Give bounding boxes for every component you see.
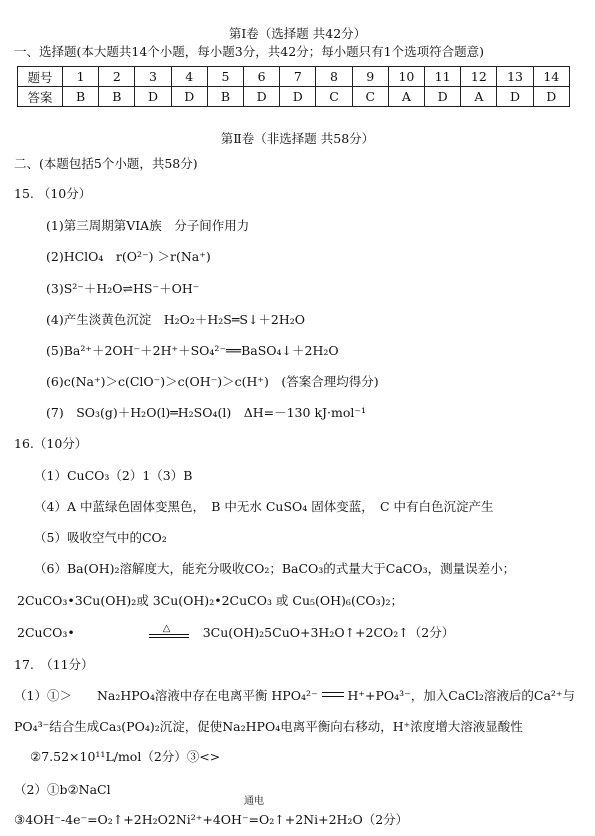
- heat-condition-icon: △: [149, 625, 189, 639]
- q17-line-1-part-a: （1）①＞ Na₂HPO₄溶液中存在电离平衡 HPO₄²⁻: [14, 688, 322, 703]
- q17-line-4: （2）①b②NaCl: [14, 782, 111, 797]
- table-cell: 7: [280, 67, 316, 87]
- q17-line-5: ③4OH⁻-4e⁻=O₂↑+2H₂O2Ni²⁺+4OH⁻=O₂↑+2Ni+2H₂O（2分）: [14, 812, 409, 827]
- table-row-answers: [18, 87, 570, 107]
- table-cell: 9: [352, 67, 388, 87]
- q17-line-3: ②7.52×10¹¹L/mol（2分）③<>: [30, 749, 221, 764]
- table-cell: 2: [99, 67, 135, 87]
- table-row-numbers: [18, 67, 570, 87]
- table-cell: 1: [63, 67, 99, 87]
- q16-line-6-reactant: 2CuCO₃•: [17, 625, 75, 640]
- table-cell: D: [244, 87, 280, 107]
- table-cell: 3: [135, 67, 171, 87]
- table-cell: 12: [461, 67, 497, 87]
- answer-table: [17, 66, 570, 107]
- q17-line-1: [14, 688, 575, 704]
- table-cell: 8: [316, 67, 352, 87]
- table-cell: 4: [171, 67, 207, 87]
- table-cell: D: [533, 87, 569, 107]
- table-cell: 6: [244, 67, 280, 87]
- table-row-label: 题号: [18, 67, 63, 87]
- q16-line-2: （4）A 中蓝绿色固体变黑色， B 中无水 CuSO₄ 固体变蓝， C 中有白色沉淀产生: [34, 499, 494, 514]
- q15-line-2: (2)HClO₄ r(O²⁻) ＞r(Na⁺): [46, 249, 211, 264]
- table-cell: 13: [497, 67, 533, 87]
- electrolysis-condition: 通电: [244, 796, 264, 807]
- table-cell: 14: [533, 67, 569, 87]
- part2-title: 第Ⅱ卷（非选择题 共58分）: [220, 131, 375, 146]
- table-cell: A: [461, 87, 497, 107]
- q16-line-3: （5）吸收空气中的CO₂: [34, 530, 167, 545]
- table-cell: A: [388, 87, 424, 107]
- q16-line-6-products: 3Cu(OH)₂5CuO+3H₂O↑+2CO₂↑（2分）: [202, 625, 455, 640]
- q16-line-4: （6）Ba(OH)₂溶解度大，能充分吸收CO₂；BaCO₃的式量大于CaCO₃，测量误差小；: [34, 561, 516, 576]
- table-cell: 10: [388, 67, 424, 87]
- table-cell: D: [497, 87, 533, 107]
- table-cell: C: [352, 87, 388, 107]
- part1-title: 第Ⅰ卷（选择题 共42分）: [228, 26, 367, 41]
- q15-line-3: (3)S²⁻＋H₂O⇌HS⁻＋OH⁻: [46, 281, 200, 296]
- section1-heading: 一、选择题(本大题共14个小题，每小题3分，共42分；每小题只有1个选项符合题意): [14, 44, 484, 59]
- q16-line-6: [17, 625, 454, 641]
- table-cell: B: [63, 87, 99, 107]
- table-cell: B: [99, 87, 135, 107]
- table-cell: C: [316, 87, 352, 107]
- table-cell: 11: [425, 67, 461, 87]
- table-cell: 5: [207, 67, 243, 87]
- q16-heading: 16.（10分）: [14, 436, 88, 451]
- table-row-label: 答案: [18, 87, 63, 107]
- q16-line-5: 2CuCO₃•3Cu(OH)₂或 3Cu(OH)₂•2CuCO₃ 或 Cu₅(OH)₆(CO₃)₂；: [17, 593, 404, 608]
- q17-line-1-part-b: H⁺+PO₄³⁻，加入CaCl₂溶液后的Ca²⁺与: [343, 688, 576, 703]
- q15-line-6: (6)c(Na⁺)＞c(ClO⁻)＞c(OH⁻)＞c(H⁺) (答案合理均得分): [46, 374, 379, 389]
- table-cell: B: [207, 87, 243, 107]
- q15-heading: 15. （10分）: [14, 186, 92, 201]
- section2-heading: 二、(本题包括5个小题，共58分): [14, 156, 198, 171]
- q15-line-4: (4)产生淡黄色沉淀 H₂O₂＋H₂S═S↓＋2H₂O: [46, 312, 306, 327]
- q15-line-7: (7) SO₃(g)＋H₂O(l)═H₂SO₄(l) ΔH=－130 kJ·mol⁻¹: [46, 405, 366, 420]
- equilibrium-arrow-icon: [322, 690, 344, 700]
- q15-line-5: (5)Ba²⁺＋2OH⁻＋2H⁺＋SO₄²⁻══BaSO₄↓＋2H₂O: [46, 343, 339, 358]
- q16-line-1: （1）CuCO₃（2）1（3）B: [34, 468, 193, 483]
- table-cell: D: [135, 87, 171, 107]
- q17-heading: 17. （11分）: [14, 657, 94, 672]
- table-cell: D: [280, 87, 316, 107]
- q15-line-1: (1)第三周期第VIA族 分子间作用力: [46, 218, 250, 233]
- table-cell: D: [425, 87, 461, 107]
- table-cell: D: [171, 87, 207, 107]
- q17-line-2: PO₄³⁻结合生成Ca₃(PO₄)₂沉淀，促使Na₂HPO₄电离平衡向右移动，H⁺浓度增大溶液显酸性: [14, 719, 523, 734]
